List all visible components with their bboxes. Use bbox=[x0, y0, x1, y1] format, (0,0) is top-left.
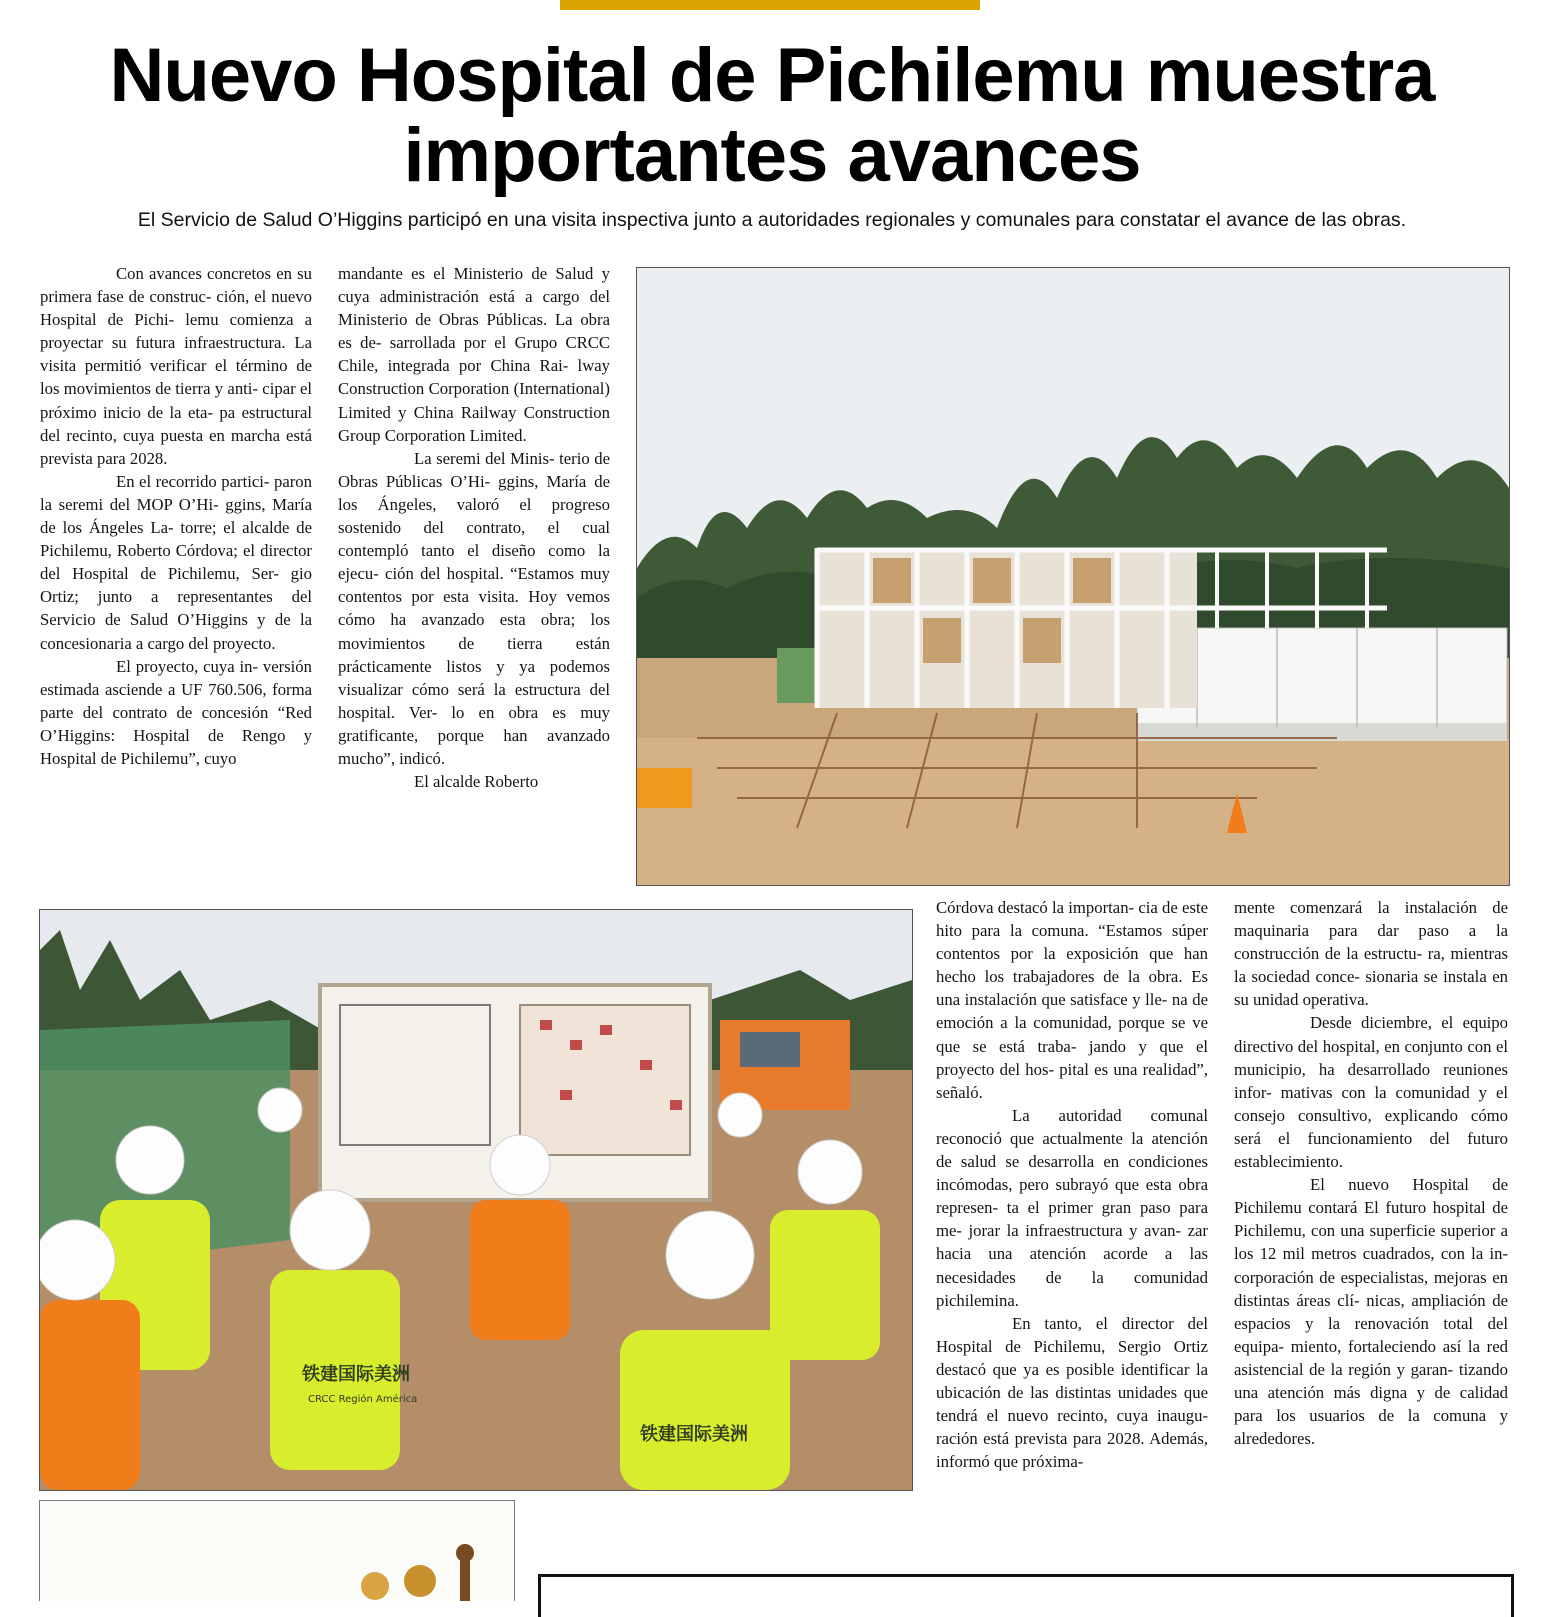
article-column-1 bbox=[40, 262, 312, 770]
vest-print-2: CRCC Región América bbox=[308, 1394, 418, 1405]
paragraph: La autoridad comunal reconoció que actualmente la atención de salud se desarrolla en condiciones incómodas, pero subrayó que esta obra represen- ta el primer gran paso para me- jorar la infraestructura y avan- zar hacia una atención acorde a las necesidades de la comunidad pichilemina. bbox=[936, 1105, 1208, 1310]
vest-print-1: 铁建国际美洲 bbox=[302, 1364, 410, 1385]
paragraph: El alcalde Roberto bbox=[414, 772, 539, 792]
paragraph: Con avances concretos en su primera fase de construc- ción, el nuevo Hospital de Pichi- lemu comienza a proyectar su futura infraestructura. La visita permitió verificar el término de los movimientos de tierra y anti- cipar el próximo inicio de la eta- pa estructural del recinto, cuya puesta en marcha está prevista para 2028. bbox=[40, 264, 312, 468]
inspection-group-photo bbox=[39, 909, 913, 1491]
article-deck: El Servicio de Salud O’Higgins participó en una visita inspectiva junto a autoridades regionales y comunales para constatar el avance de las obras. bbox=[137, 209, 1407, 231]
paragraph: El nuevo Hospital de Pichilemu contará El futuro hospital de Pichilemu, con una superficie superior a los 12 mil metros cuadrados, con la in- corporación de especialistas, mejoras en distintas áreas clí- nicas, ampliación de espacios y la renovación total del equipa- miento, fortaleciendo así la red asistencial de la región y garan- tizando una atención más digna y de calidad para los usuarios de la comuna y alrededores. bbox=[1234, 1175, 1508, 1449]
article-headline bbox=[40, 33, 1504, 198]
paragraph: mandante es el Ministerio de Salud y cuya administración está a cargo del Ministerio de Obras Públicas. La obra es de- sarrollada por el Grupo CRCC Chile, integrada por China Rai- lway Construction Corporation (International) Limited y China Railway Construction Group Corporation Limited. bbox=[338, 264, 610, 445]
headline-line-2: importantes avances bbox=[403, 113, 1141, 198]
paragraph: La seremi del Minis- terio de Obras Públicas O’Hi- ggins, María de los Ángeles, valoró el progreso sostenido del contrato, el cual contempló tanto el diseño como la ejecu- ción del hospital. “Estamos muy contentos por esta visita. Hoy vemos cómo ha avanzado esta obra; los movimientos de tierra están prácticamente listos y ya podemos visualizar cómo será la estructura del hospital. Ver- lo en obra es muy gratificante, porque han avanzado mucho”, indicó. bbox=[338, 448, 610, 768]
advertisement-frame bbox=[538, 1574, 1514, 1617]
headline-line-1: Nuevo Hospital de Pichilemu muestra bbox=[109, 33, 1435, 118]
article-column-3 bbox=[936, 896, 1208, 1473]
article-column-2 bbox=[338, 262, 610, 793]
paragraph: Córdova destacó la importan- cia de este hito para la comuna. “Estamos súper contentos por la exposición que han hecho los trabajadores de la obra. Es una instalación que satisface y lle- na de emoción a la comunidad, porque se ve que se está traba- jando y que el proyecto del hos- pital es una realidad”, señaló. bbox=[936, 898, 1208, 1102]
construction-site-illustration bbox=[637, 268, 1509, 885]
paragraph: En tanto, el director del Hospital de Pichilemu, Sergio Ortiz destacó que ya es posible identificar la ubicación de las distintas unidades que tendrá el nuevo recinto, cuya inaugu- ración está prevista para 2028. Además, informó que próxima- bbox=[936, 1313, 1208, 1472]
paragraph: El proyecto, cuya in- versión estimada asciende a UF 760.506, forma parte del contrato de concesión “Red O’Higgins: Hospital de Rengo y Hospital de Pichilemu”, cuyo bbox=[40, 656, 312, 768]
vest-print-3: 铁建国际美洲 bbox=[640, 1424, 748, 1445]
paragraph: En el recorrido partici- paron la seremi del MOP O’Hi- ggins, María de los Ángeles La- torre; el alcalde de Pichilemu, Roberto Córdova; el director del Hospital de Pichilemu, Ser- gio Ortiz; junto a representantes del Servicio de Salud O’Higgins y de la concesionaria a cargo del proyecto. bbox=[40, 471, 312, 653]
paragraph: mente comenzará la instalación de maquinaria para dar paso a la construcción de la estructu- ra, mientras la sociedad conce- sionaria se instala en su unidad operativa. bbox=[1234, 898, 1508, 1010]
ad-illustration bbox=[40, 1501, 514, 1601]
section-header-strip bbox=[560, 0, 980, 10]
construction-site-photo bbox=[636, 267, 1510, 886]
inspection-group-illustration bbox=[40, 910, 912, 1490]
advertisement-box bbox=[39, 1500, 515, 1601]
article-column-4 bbox=[1234, 896, 1508, 1450]
paragraph: Desde diciembre, el equipo directivo del hospital, en conjunto con el municipio, ha desarrollado reuniones infor- mativas con la comunidad y el consejo consultivo, explicando cómo será el funcionamiento del futuro establecimiento. bbox=[1234, 1013, 1508, 1172]
